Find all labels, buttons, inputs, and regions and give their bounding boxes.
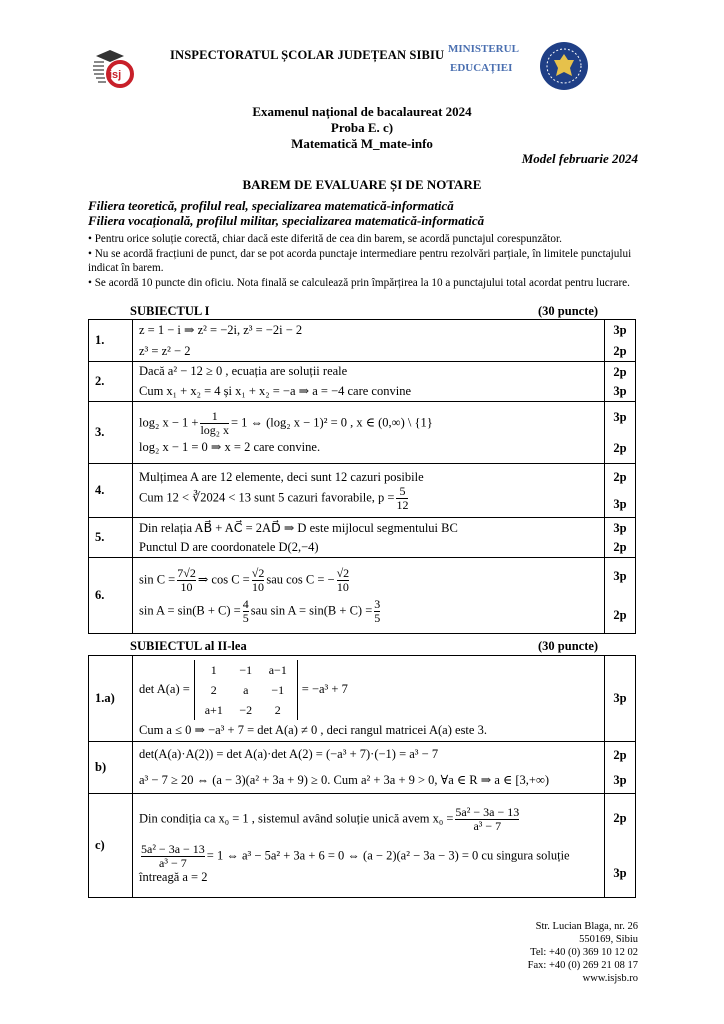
exam-titles: Examenul național de bacalaureat 2024 Proba E. c) Matematică M_mate-info (252, 104, 472, 151)
section-points-1: (30 puncte) (538, 304, 599, 318)
table-row: 2. Dacă a² − 12 ≥ 0 , ecuația are soluții reale Cum x₁ + x₂ = 4 și x₁ + x₂ = −a ⇒ a = −4 care convine 2p 3p (89, 362, 636, 402)
section-points-2: (30 puncte) (538, 639, 599, 653)
government-seal-icon (538, 40, 590, 92)
model-date: Model februarie 2024 (521, 151, 638, 166)
section-2-table (88, 655, 636, 898)
website-link[interactable]: www.isjsb.ro (582, 973, 638, 984)
institution-name: INSPECTORATUL ȘCOLAR JUDEȚEAN SIBIU (170, 48, 445, 62)
section-1-table (88, 319, 636, 634)
svg-text:isj: isj (109, 69, 122, 81)
table-row: 3. log₂ x − 1 + $\frac{1}{\text{log₂ x}}$ = 1 ⇔ (log₂ x − 1)² = 0 , x ∈ (0,∞) \ {1} log₂ x − 1 = 0 ⇒ x = 2 care convine. 3p 2p (89, 402, 636, 464)
table-row: b) det(A(a)·A(2)) = det A(a)·det A(2) = (−a³ + 7)·(−1) = a³ − 7 a³ − 7 ≥ 20 ⇔ (a − 3)(a² + 3a + 9) ≥ 0. Cum a² + 3a + 9 > 0, ∀a ∈ R ⇒ a ∈ [3,+∞) 2p 3p (89, 742, 636, 794)
page-title: BAREM DE EVALUARE ȘI DE NOTARE (242, 177, 482, 192)
instructions: • Pentru orice soluție corectă, chiar dacă este diferită de cea din barem, se acordă punctajul corespunzător. • Nu se acordă fracțiuni de punct, dar se pot acorda punctaje intermediare pentru rezolvări parțiale, în limitele punctajului indicat în barem. • Se acordă 10 puncte din oficiu. Nota finală se calculează prin împărțirea la 10 a punctajului total acordat pentru lucrare. (88, 233, 632, 289)
table-row: 1. z = 1 − i ⇒ z² = −2i, z³ = −2i − 2 z³ = z² − 2 3p 2p (89, 320, 636, 362)
table-row: 4. Mulțimea A are 12 elemente, deci sunt 12 cazuri posibile Cum 12 < ∛2024 < 13 sunt 5 cazuri favorabile, p = $\frac{5}{12}$ 2p 3p (89, 464, 636, 518)
table-row: 6. sin C = $\frac{7√2}{10}$ ⇒ cos C = $\frac{√2}{10}$ sau cos C = − $\frac{√2}{10}$ sin A = sin(B + C) = $\frac{4}{5}$ sau sin A = sin(B + C) = $\frac{3}{5}$ 3p 2p (89, 558, 636, 634)
isj-logo-icon (88, 40, 138, 90)
ministry-name: MINISTERUL EDUCAȚIEI (448, 43, 519, 74)
section-title-1: SUBIECTUL I (130, 304, 210, 318)
section-title-2: SUBIECTUL al II-lea (130, 639, 247, 653)
table-row: c) Din condiția ca x₀ = 1 , sistemul având soluție unică avem x₀ = $\frac{\text{5a² − 3a − 13}}{\text{a³ − 7}}$ $\frac{\text{5a² − 3a − 13}}{\text{a³ − 7}}$ = 1 ⇔ a³ − 5a² + 3a + 6 = 0 ⇔ (a − 2)(a² − 3a − 3) = 0 cu singura soluție întreagă a = 2 2p 3p (89, 794, 636, 898)
determinant-matrix: 1 −1 a−1 2 a −1 a+1 −2 2 (194, 660, 298, 720)
footer-contact: Str. Lucian Blaga, nr. 26 550169, Sibiu Tel: +40 (0) 369 10 12 02 Fax: +40 (0) 269 21 08 17 www.isjsb.ro (527, 921, 638, 984)
page-header (0, 0, 724, 100)
filiera-info: Filiera teoretică, profilul real, specializarea matematică-informatică Filiera vocațională, profilul militar, specializarea matematică-informatică (88, 198, 485, 228)
table-row: 5. Din relația AB⃗ + AC⃗ = 2AD⃗ ⇒ D este mijlocul segmentului BC Punctul D are coordonatele D(2,−4) 3p 2p (89, 518, 636, 558)
table-row: 1.a) det A(a) = 1 −1 a−1 2 a −1 a+1 −2 2 = −a³ + 7 Cum a ≤ 0 ⇒ −a³ + 7 = det A(a) ≠ 0 , deci rangul matricei A(a) este 3. 3p (89, 656, 636, 742)
